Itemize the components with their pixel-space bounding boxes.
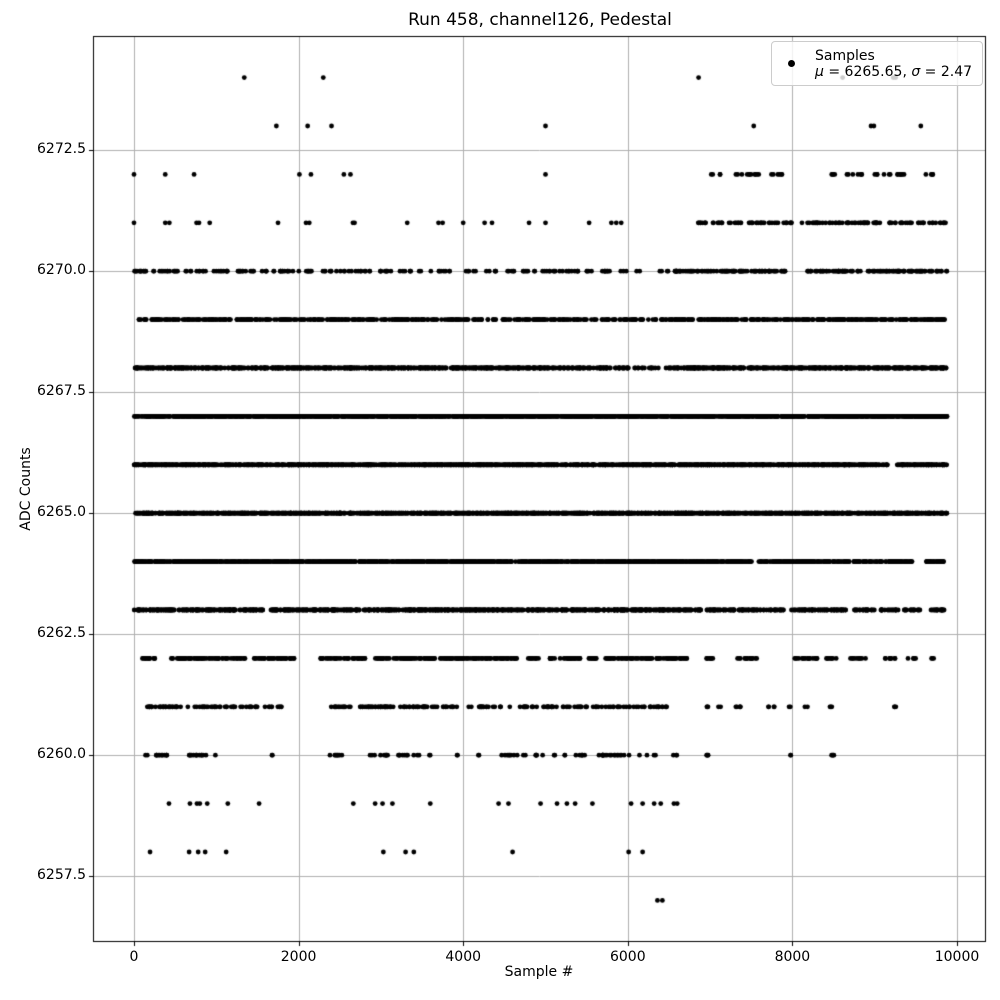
y-tick-label: 6272.5 — [37, 141, 86, 158]
y-tick-label: 6257.5 — [37, 867, 86, 884]
legend — [771, 41, 983, 86]
legend-marker-dot — [788, 60, 795, 67]
mu-value: = 6265.65, — [823, 63, 912, 80]
x-axis-label: Sample # — [504, 964, 574, 980]
x-tick-label: 8000 — [774, 949, 811, 965]
y-axis-label: ADC Counts — [18, 447, 34, 531]
x-tick-label: 4000 — [445, 949, 482, 965]
legend-text — [815, 48, 972, 80]
x-tick-label: 6000 — [609, 949, 646, 965]
legend-series-label: Samples — [815, 47, 875, 64]
sigma-symbol: σ — [911, 63, 921, 80]
x-tick-label: 0 — [129, 949, 139, 965]
mu-symbol: μ — [815, 63, 824, 80]
legend-stats-line — [815, 64, 972, 80]
y-tick-label: 6267.5 — [37, 383, 86, 400]
x-tick-label: 10000 — [934, 949, 980, 965]
y-tick-label: 6262.5 — [37, 625, 86, 642]
y-tick-label: 6270.0 — [37, 262, 86, 279]
plot-title: Run 458, channel126, Pedestal — [408, 10, 672, 30]
y-tick-label: 6260.0 — [37, 746, 86, 763]
y-tick-label: 6265.0 — [37, 504, 86, 521]
x-tick-label: 2000 — [280, 949, 317, 965]
sigma-value: = 2.47 — [920, 63, 973, 80]
